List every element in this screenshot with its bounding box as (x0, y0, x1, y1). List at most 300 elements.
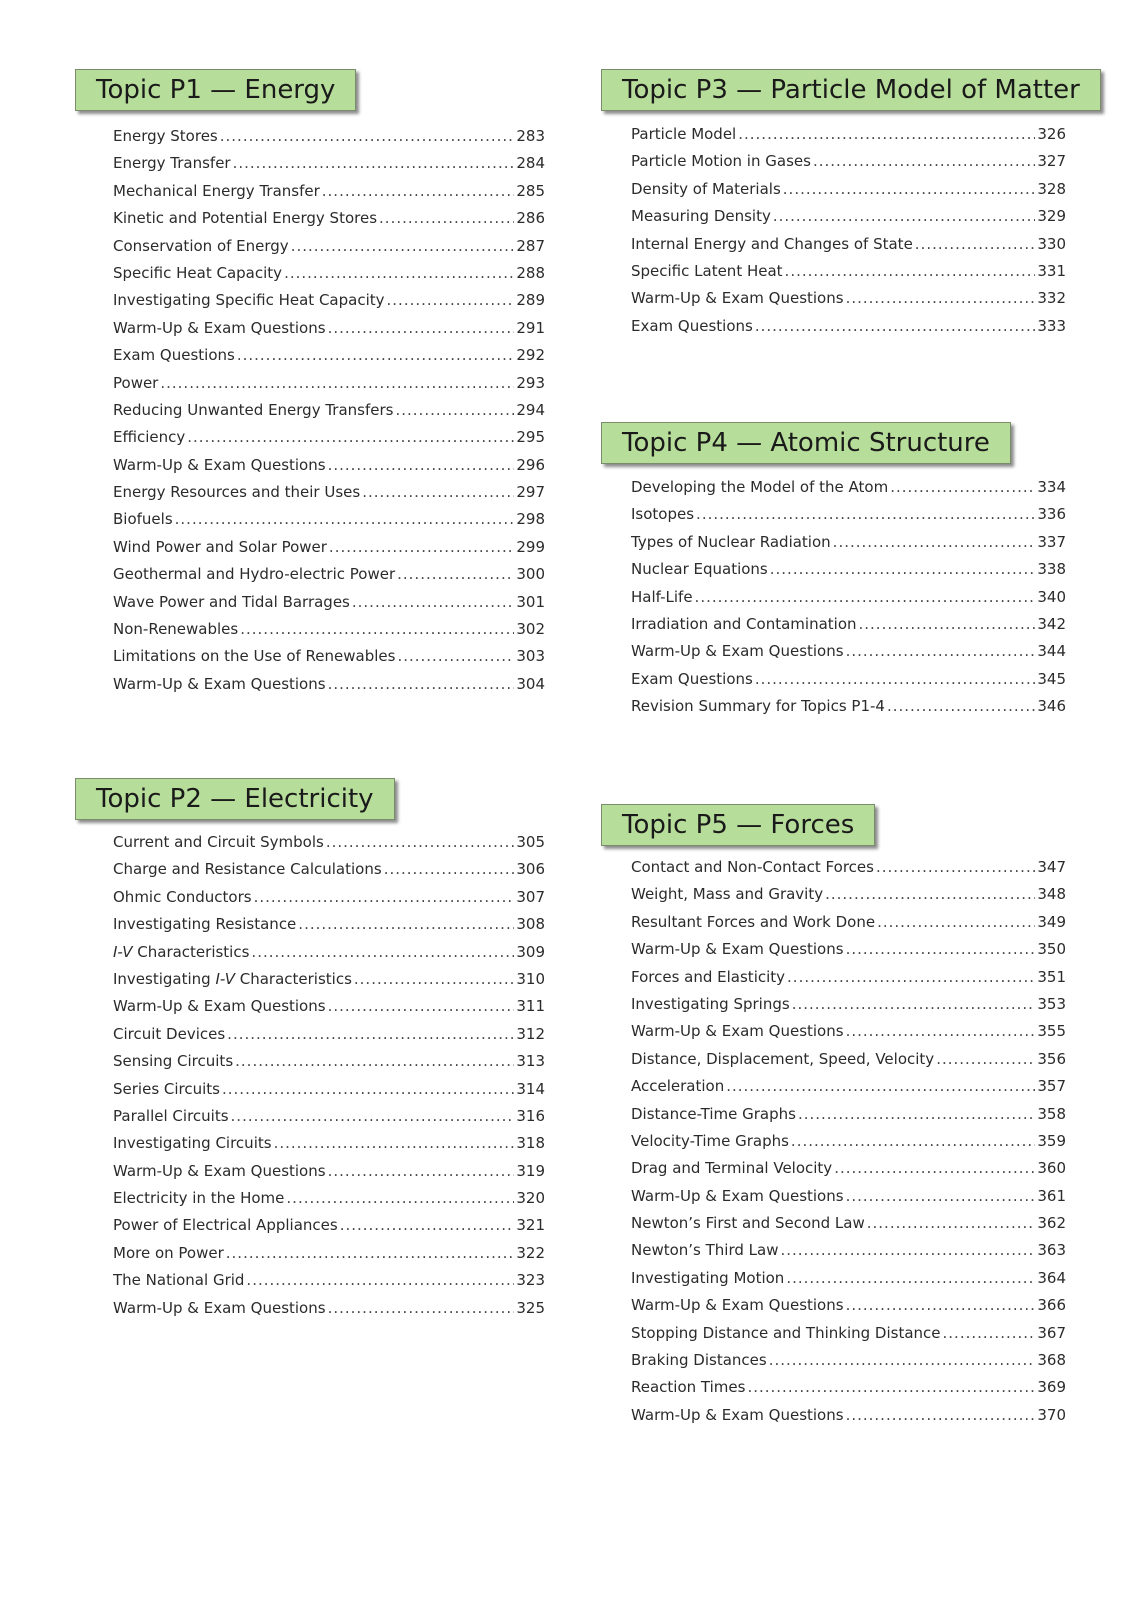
toc-entry-page-number: 364 (1037, 1268, 1066, 1287)
dot-leader (726, 1077, 1035, 1095)
toc-entry-title: Efficiency (113, 428, 186, 447)
toc-entry-title: Sensing Circuits (113, 1052, 234, 1071)
dot-leader (187, 428, 514, 446)
topic-heading-p2: Topic P2 — Electricity (75, 778, 395, 820)
toc-entry-page-number: 368 (1037, 1351, 1066, 1370)
dot-leader (291, 237, 515, 255)
dot-leader (783, 180, 1036, 198)
topic-heading-p3: Topic P3 — Particle Model of Matter (601, 69, 1101, 111)
toc-entry-page-number: 316 (516, 1106, 545, 1125)
dot-leader (329, 538, 514, 556)
toc-entry-page-number: 305 (516, 833, 545, 851)
toc-entry[interactable] (113, 915, 545, 942)
dot-leader (395, 401, 514, 419)
toc-entry[interactable] (631, 317, 1066, 344)
toc-entry-page-number: 307 (516, 887, 545, 906)
dot-leader (915, 235, 1036, 253)
toc-entry-title: Investigating I-V Characteristics (113, 969, 352, 988)
toc-entry-page-number: 330 (1037, 234, 1066, 253)
dot-leader (233, 154, 515, 172)
toc-entry-page-number: 366 (1037, 1296, 1066, 1315)
toc-entry[interactable] (113, 833, 545, 860)
dot-leader (773, 207, 1036, 225)
dot-leader (397, 565, 514, 583)
toc-entry-title: Energy Transfer (113, 154, 231, 173)
toc-list-p1 (113, 127, 545, 702)
toc-entry[interactable] (631, 262, 1066, 289)
toc-entry-page-number: 337 (1037, 532, 1066, 551)
toc-entry-title: Warm-Up & Exam Questions (631, 289, 844, 308)
toc-entry-page-number: 303 (516, 647, 545, 666)
toc-entry-page-number: 348 (1037, 885, 1066, 904)
toc-entry-title: I-V Characteristics (113, 942, 250, 961)
dot-leader (791, 1132, 1035, 1150)
dot-leader (246, 1271, 514, 1289)
toc-entry-title: Current and Circuit Symbols (113, 833, 324, 851)
toc-entry[interactable] (631, 533, 1066, 560)
dot-leader (867, 1214, 1036, 1232)
toc-entry-page-number: 344 (1037, 642, 1066, 661)
toc-entry-page-number: 350 (1037, 940, 1066, 959)
dot-leader (786, 1269, 1035, 1287)
dot-leader (235, 1052, 514, 1070)
toc-entry[interactable] (113, 209, 545, 236)
toc-entry[interactable] (113, 1134, 545, 1161)
toc-entry-page-number: 292 (516, 346, 545, 365)
toc-entry-page-number: 363 (1037, 1241, 1066, 1260)
toc-entry[interactable] (113, 970, 545, 997)
toc-entry[interactable] (631, 560, 1066, 587)
dot-leader (251, 943, 514, 961)
toc-entry-page-number: 353 (1037, 994, 1066, 1013)
toc-entry-page-number: 304 (516, 674, 545, 693)
topic-section-p4 (601, 422, 1066, 725)
toc-entry-title: More on Power (113, 1243, 224, 1262)
toc-entry-title: Investigating Circuits (113, 1134, 272, 1153)
dot-leader (936, 1050, 1035, 1068)
toc-entry-title: Forces and Elasticity (631, 967, 786, 986)
toc-entry[interactable] (631, 697, 1066, 724)
toc-entry-page-number: 291 (516, 318, 545, 337)
toc-entry[interactable] (631, 1296, 1066, 1323)
toc-entry-title: Circuit Devices (113, 1024, 226, 1043)
toc-entry-page-number: 326 (1037, 125, 1066, 143)
dot-leader (227, 1025, 514, 1043)
dot-leader (254, 888, 515, 906)
toc-entry[interactable] (631, 995, 1066, 1022)
toc-entry[interactable] (631, 615, 1066, 642)
toc-entry-title: Power (113, 373, 159, 392)
dot-leader (274, 1134, 515, 1152)
toc-entry-page-number: 334 (1037, 478, 1066, 496)
toc-entry[interactable] (631, 968, 1066, 995)
toc-entry-page-number: 338 (1037, 560, 1066, 579)
toc-entry[interactable] (631, 207, 1066, 234)
toc-entry[interactable] (631, 1378, 1066, 1405)
toc-entry-title: Warm-Up & Exam Questions (113, 318, 326, 337)
toc-list-p5 (631, 858, 1066, 1433)
topic-heading-p4: Topic P4 — Atomic Structure (601, 422, 1011, 464)
toc-entry-page-number: 298 (516, 510, 545, 529)
toc-entry[interactable] (631, 1022, 1066, 1049)
toc-entry[interactable] (113, 182, 545, 209)
toc-entry[interactable] (631, 1351, 1066, 1378)
toc-entry-title: Reducing Unwanted Energy Transfers (113, 400, 394, 419)
toc-entry-title: Geothermal and Hydro-electric Power (113, 565, 396, 584)
toc-list-p4 (631, 478, 1066, 725)
toc-entry-page-number: 302 (516, 620, 545, 639)
toc-entry-page-number: 346 (1037, 697, 1066, 716)
toc-entry[interactable] (113, 291, 545, 318)
toc-entry-page-number: 287 (516, 236, 545, 255)
dot-leader (876, 858, 1035, 876)
topic-section-p5 (601, 804, 1066, 1433)
toc-entry-title: Particle Model (631, 125, 737, 143)
toc-entry-page-number: 297 (516, 483, 545, 502)
toc-entry-page-number: 293 (516, 373, 545, 392)
dot-leader (322, 182, 515, 200)
toc-entry-title: Exam Questions (631, 316, 753, 335)
toc-entry-page-number: 340 (1037, 587, 1066, 606)
toc-entry[interactable] (113, 565, 545, 592)
dot-leader (846, 1022, 1036, 1040)
dot-leader (798, 1105, 1035, 1123)
toc-entry-page-number: 320 (516, 1189, 545, 1208)
toc-entry-title: The National Grid (113, 1271, 245, 1290)
dot-leader (738, 125, 1035, 143)
dot-leader (769, 1351, 1036, 1369)
toc-entry[interactable] (631, 125, 1066, 152)
toc-entry-title: Warm-Up & Exam Questions (631, 940, 844, 959)
toc-entry[interactable] (113, 510, 545, 537)
toc-entry-page-number: 329 (1037, 207, 1066, 226)
toc-entry[interactable] (113, 154, 545, 181)
toc-entry[interactable] (113, 1244, 545, 1271)
toc-entry-page-number: 367 (1037, 1323, 1066, 1342)
toc-entry-title: Specific Latent Heat (631, 261, 783, 280)
dot-leader (160, 374, 514, 392)
toc-entry[interactable] (113, 1216, 545, 1243)
toc-entry-title: Distance-Time Graphs (631, 1104, 796, 1123)
toc-entry-page-number: 309 (516, 942, 545, 961)
toc-entry-title: Wind Power and Solar Power (113, 537, 327, 556)
toc-entry[interactable] (113, 1107, 545, 1134)
toc-entry-page-number: 314 (516, 1079, 545, 1098)
toc-entry[interactable] (113, 1299, 545, 1326)
dot-leader (326, 833, 515, 851)
toc-entry-page-number: 321 (516, 1216, 545, 1235)
toc-entry[interactable] (113, 1271, 545, 1298)
toc-entry[interactable] (113, 647, 545, 674)
toc-entry[interactable] (631, 1324, 1066, 1351)
dot-leader (231, 1107, 515, 1125)
toc-entry[interactable] (631, 858, 1066, 885)
toc-entry-page-number: 322 (516, 1243, 545, 1262)
dot-leader (846, 1406, 1036, 1424)
toc-entry-title: Warm-Up & Exam Questions (113, 455, 326, 474)
toc-entry-title: Investigating Resistance (113, 915, 297, 934)
toc-entry[interactable] (113, 319, 545, 346)
toc-entry[interactable] (631, 152, 1066, 179)
toc-entry-page-number: 356 (1037, 1049, 1066, 1068)
toc-entry[interactable] (631, 1406, 1066, 1433)
dot-leader (887, 697, 1035, 715)
dot-leader (237, 346, 515, 364)
toc-entry-page-number: 299 (516, 537, 545, 556)
toc-list-p2 (113, 833, 545, 1326)
toc-entry[interactable] (631, 1050, 1066, 1077)
toc-entry-title: Exam Questions (113, 346, 235, 365)
toc-entry-page-number: 308 (516, 915, 545, 934)
toc-entry-title: Investigating Specific Heat Capacity (113, 291, 385, 310)
toc-entry-page-number: 310 (516, 969, 545, 988)
dot-leader (834, 1159, 1035, 1177)
toc-entry-page-number: 283 (516, 127, 545, 145)
toc-entry[interactable] (113, 1052, 545, 1079)
toc-entry-page-number: 358 (1037, 1104, 1066, 1123)
dot-leader (328, 1299, 515, 1317)
toc-entry-page-number: 336 (1037, 505, 1066, 524)
toc-entry-title: Limitations on the Use of Renewables (113, 647, 396, 666)
toc-entry[interactable] (631, 1214, 1066, 1241)
toc-entry[interactable] (631, 642, 1066, 669)
toc-entry[interactable] (631, 885, 1066, 912)
toc-entry[interactable] (113, 593, 545, 620)
toc-entry-title: Biofuels (113, 510, 173, 529)
dot-leader (747, 1378, 1035, 1396)
toc-entry-title: Newton’s Third Law (631, 1241, 779, 1260)
toc-entry-title: Warm-Up & Exam Questions (113, 674, 326, 693)
toc-entry-title: Charge and Resistance Calculations (113, 860, 382, 879)
toc-entry[interactable] (113, 374, 545, 401)
toc-entry[interactable] (113, 428, 545, 455)
toc-entry[interactable] (631, 1077, 1066, 1104)
toc-entry-title: Investigating Motion (631, 1268, 785, 1287)
toc-entry[interactable] (631, 1105, 1066, 1132)
toc-entry[interactable] (113, 997, 545, 1024)
dot-leader (770, 560, 1036, 578)
toc-entry[interactable] (113, 1080, 545, 1107)
toc-entry[interactable] (631, 1132, 1066, 1159)
toc-entry[interactable] (113, 1189, 545, 1216)
toc-entry[interactable] (113, 127, 545, 154)
toc-entry-title: Weight, Mass and Gravity (631, 885, 824, 904)
dot-leader (222, 1080, 514, 1098)
dot-leader (328, 319, 515, 337)
dot-leader (877, 913, 1035, 931)
toc-entry-title: Stopping Distance and Thinking Distance (631, 1323, 941, 1342)
toc-entry[interactable] (113, 401, 545, 428)
dot-leader (846, 940, 1036, 958)
toc-entry-title: Drag and Terminal Velocity (631, 1159, 833, 1178)
toc-entry-title: Contact and Non-Contact Forces (631, 858, 874, 876)
toc-entry-page-number: 331 (1037, 261, 1066, 280)
toc-entry-page-number: 300 (516, 565, 545, 584)
toc-entry[interactable] (631, 1269, 1066, 1296)
dot-leader (696, 505, 1035, 523)
toc-entry[interactable] (631, 1159, 1066, 1186)
topic-heading-p5: Topic P5 — Forces (601, 804, 875, 846)
dot-leader (384, 860, 515, 878)
dot-leader (362, 483, 514, 501)
toc-entry-title: Reaction Times (631, 1378, 746, 1397)
toc-entry-page-number: 370 (1037, 1405, 1066, 1424)
toc-entry-page-number: 325 (516, 1298, 545, 1317)
toc-entry[interactable] (631, 235, 1066, 262)
toc-entry[interactable] (631, 505, 1066, 532)
dot-leader (220, 127, 515, 145)
toc-entry-page-number: 369 (1037, 1378, 1066, 1397)
toc-entry-title: Warm-Up & Exam Questions (631, 1186, 844, 1205)
dot-leader (328, 997, 515, 1015)
toc-entry-title: Specific Heat Capacity (113, 263, 283, 282)
dot-leader (755, 317, 1036, 335)
toc-entry-page-number: 319 (516, 1161, 545, 1180)
toc-entry-page-number: 286 (516, 209, 545, 228)
toc-entry-page-number: 327 (1037, 152, 1066, 171)
toc-entry-title: Internal Energy and Changes of State (631, 234, 913, 253)
toc-entry-page-number: 318 (516, 1134, 545, 1153)
toc-entry-page-number: 351 (1037, 967, 1066, 986)
toc-entry[interactable] (631, 1241, 1066, 1268)
toc-entry-title: Measuring Density (631, 207, 771, 226)
dot-leader (780, 1241, 1035, 1259)
dot-leader (379, 209, 514, 227)
toc-entry-page-number: 323 (516, 1271, 545, 1290)
dot-leader (354, 970, 514, 988)
toc-entry-page-number: 359 (1037, 1131, 1066, 1150)
toc-entry[interactable] (113, 620, 545, 647)
dot-leader (387, 291, 515, 309)
dot-leader (226, 1244, 515, 1262)
dot-leader (397, 647, 514, 665)
toc-entry-page-number: 342 (1037, 614, 1066, 633)
toc-entry-title: Conservation of Energy (113, 236, 289, 255)
dot-leader (352, 593, 514, 611)
toc-entry-title: Isotopes (631, 505, 695, 524)
toc-entry-title: Series Circuits (113, 1079, 220, 1098)
dot-leader (755, 670, 1036, 688)
toc-entry-title: Density of Materials (631, 179, 781, 198)
dot-leader (859, 615, 1036, 633)
toc-entry-page-number: 296 (516, 455, 545, 474)
toc-entry-title: Ohmic Conductors (113, 887, 252, 906)
topic-section-p2 (75, 778, 545, 1326)
toc-entry-title: Parallel Circuits (113, 1106, 229, 1125)
toc-entry-page-number: 285 (516, 181, 545, 200)
toc-entry[interactable] (631, 180, 1066, 207)
dot-leader (284, 264, 514, 282)
toc-entry-page-number: 345 (1037, 669, 1066, 688)
dot-leader (813, 152, 1035, 170)
toc-entry[interactable] (113, 943, 545, 970)
dot-leader (792, 995, 1036, 1013)
toc-entry-title: Mechanical Energy Transfer (113, 181, 320, 200)
toc-entry-title: Wave Power and Tidal Barrages (113, 592, 350, 611)
toc-entry-title: Warm-Up & Exam Questions (631, 1405, 844, 1424)
toc-entry-title: Particle Motion in Gases (631, 152, 811, 171)
toc-entry-page-number: 361 (1037, 1186, 1066, 1205)
toc-entry[interactable] (631, 1187, 1066, 1214)
topic-section-p1 (75, 69, 545, 702)
toc-list-p3 (631, 125, 1066, 344)
toc-entry[interactable] (113, 1162, 545, 1189)
dot-leader (846, 1296, 1036, 1314)
toc-entry[interactable] (631, 670, 1066, 697)
toc-entry-title: Electricity in the Home (113, 1189, 285, 1208)
toc-entry-title: Warm-Up & Exam Questions (631, 1296, 844, 1315)
toc-entry-title: Power of Electrical Appliances (113, 1216, 338, 1235)
toc-entry-page-number: 312 (516, 1024, 545, 1043)
toc-entry-page-number: 284 (516, 154, 545, 173)
toc-entry[interactable] (113, 888, 545, 915)
toc-entry-title: Non-Renewables (113, 620, 239, 639)
toc-entry-title: Newton’s First and Second Law (631, 1214, 865, 1233)
toc-entry-page-number: 355 (1037, 1022, 1066, 1041)
toc-entry[interactable] (113, 346, 545, 373)
toc-entry-page-number: 333 (1037, 316, 1066, 335)
toc-entry[interactable] (631, 289, 1066, 316)
toc-entry[interactable] (113, 483, 545, 510)
toc-entry[interactable] (113, 860, 545, 887)
toc-entry-title: Types of Nuclear Radiation (631, 532, 831, 551)
toc-entry-title: Half-Life (631, 587, 693, 606)
toc-entry-title: Developing the Model of the Atom (631, 478, 889, 496)
toc-entry-page-number: 360 (1037, 1159, 1066, 1178)
topic-section-p3 (601, 69, 1080, 344)
dot-leader (340, 1216, 515, 1234)
toc-entry-title: Warm-Up & Exam Questions (113, 1161, 326, 1180)
toc-entry-page-number: 332 (1037, 289, 1066, 308)
toc-entry-title: Revision Summary for Topics P1-4 (631, 697, 885, 716)
toc-entry-page-number: 294 (516, 400, 545, 419)
dot-leader (787, 968, 1035, 986)
dot-leader (175, 510, 515, 528)
toc-entry-title: Exam Questions (631, 669, 753, 688)
toc-entry-title: Warm-Up & Exam Questions (113, 997, 326, 1016)
dot-leader (785, 262, 1036, 280)
toc-entry-title: Acceleration (631, 1077, 725, 1096)
toc-entry[interactable] (631, 478, 1066, 505)
toc-entry-page-number: 347 (1037, 858, 1066, 876)
toc-entry[interactable] (113, 1025, 545, 1052)
toc-entry[interactable] (113, 538, 545, 565)
toc-entry-page-number: 295 (516, 428, 545, 447)
toc-entry-title: Irradiation and Contamination (631, 614, 857, 633)
toc-entry[interactable] (113, 456, 545, 483)
dot-leader (328, 1162, 515, 1180)
toc-entry-title: Braking Distances (631, 1351, 767, 1370)
toc-entry[interactable] (113, 264, 545, 291)
toc-entry-page-number: 306 (516, 860, 545, 879)
toc-entry[interactable] (113, 237, 545, 264)
toc-entry[interactable] (113, 675, 545, 702)
toc-entry-page-number: 288 (516, 263, 545, 282)
toc-entry-page-number: 349 (1037, 912, 1066, 931)
toc-entry[interactable] (631, 913, 1066, 940)
toc-entry[interactable] (631, 940, 1066, 967)
dot-leader (328, 456, 515, 474)
toc-entry-page-number: 313 (516, 1052, 545, 1071)
toc-entry-page-number: 311 (516, 997, 545, 1016)
dot-leader (695, 588, 1036, 606)
dot-leader (943, 1324, 1036, 1342)
toc-entry-page-number: 357 (1037, 1077, 1066, 1096)
dot-leader (846, 1187, 1036, 1205)
toc-entry[interactable] (631, 588, 1066, 615)
dot-leader (846, 289, 1036, 307)
toc-entry-title: Velocity-Time Graphs (631, 1131, 789, 1150)
